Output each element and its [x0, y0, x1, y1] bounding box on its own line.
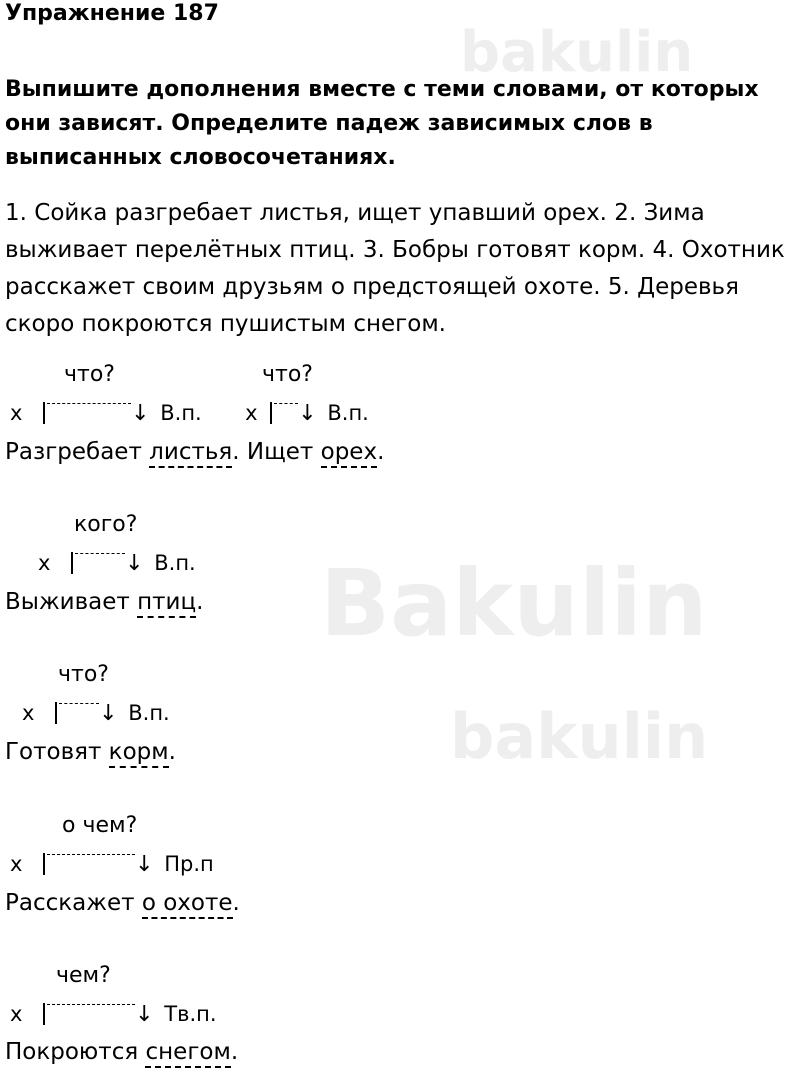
answer-end: .: [196, 589, 204, 615]
head-word-marker: x: [22, 701, 35, 725]
down-arrow-icon: ↓: [125, 551, 144, 576]
head-word-marker: x: [38, 551, 51, 575]
down-arrow-icon: ↓: [135, 1002, 154, 1027]
case-label: В.п.: [160, 401, 202, 425]
down-arrow-icon: ↓: [131, 401, 150, 426]
head-word-marker: x: [10, 1002, 23, 1026]
answer-end: .: [232, 890, 240, 916]
object-word: о охоте: [142, 890, 233, 919]
answer-end: .: [168, 739, 176, 765]
answer-end: .: [377, 439, 385, 465]
answer-word: . Ищет: [232, 439, 314, 465]
dependency-dashes: [47, 403, 131, 404]
down-arrow-icon: ↓: [135, 852, 154, 877]
question-label: кого?: [74, 512, 138, 537]
dependency-dashes: [47, 854, 135, 855]
dependency-bar: [71, 552, 73, 574]
answer-line: [5, 1037, 238, 1067]
down-arrow-icon: ↓: [298, 401, 317, 426]
task-instructions: Выпишите дополнения вместе с теми словами, от которых они зависят. Определите падеж зависимых слов в выписанных словосочетаниях.: [5, 77, 759, 170]
exercise-title: Упражнение 187: [5, 1, 219, 26]
dependency-scheme: [38, 550, 196, 577]
case-label: В.п.: [327, 401, 369, 425]
head-word-marker: x: [10, 852, 23, 876]
watermark-main: Bakulin: [320, 550, 708, 657]
dependency-dashes: [75, 553, 125, 554]
answer-word: Расскажет: [5, 890, 135, 916]
dependency-bar: [270, 402, 272, 424]
exercise-text: 1. Сойка разгребает листья, ищет упавший орех. 2. Зима выживает перелётных птиц. 3. Бобры готовят корм. 4. Охотник расскажет своим друзьям о предстоящей охоте. 5. Деревья скоро покроются пушистым снегом.: [5, 200, 785, 337]
watermark-secondary: bakulin: [450, 700, 709, 773]
dependency-scheme: [10, 1001, 217, 1028]
dependency-scheme: [10, 851, 214, 878]
question-label: о чем?: [62, 813, 138, 838]
head-word-marker: x: [245, 401, 258, 425]
answer-line: [5, 437, 384, 467]
answer-line: [5, 587, 203, 617]
answer-line: [5, 888, 240, 918]
down-arrow-icon: ↓: [99, 701, 118, 726]
object-word: снегом: [145, 1039, 230, 1068]
object-word: листья: [149, 439, 232, 468]
dependency-bar: [43, 402, 45, 424]
watermark-top: bakulin: [460, 20, 694, 85]
object-word: корм: [109, 739, 169, 768]
answer-word: Покроются: [5, 1039, 139, 1065]
case-label: В.п.: [128, 701, 170, 725]
question-label: чем?: [56, 963, 111, 988]
answer-word: Выживает: [5, 589, 130, 615]
object-word: птиц: [137, 589, 196, 618]
dependency-dashes: [274, 403, 298, 404]
dependency-dashes: [47, 1004, 135, 1005]
dependency-bar: [55, 702, 57, 724]
answer-word: Разгребает: [5, 439, 142, 465]
dependency-bar: [43, 1003, 45, 1025]
dependency-bar: [43, 853, 45, 875]
case-label: Тв.п.: [164, 1002, 217, 1026]
question-label: что?: [64, 362, 115, 387]
object-word: орех: [321, 439, 377, 468]
dependency-scheme: [22, 700, 170, 727]
question-label: что?: [58, 662, 109, 687]
answer-end: .: [230, 1039, 239, 1065]
answer-line: [5, 737, 176, 767]
answer-word: Готовят: [5, 739, 102, 765]
head-word-marker: x: [10, 401, 23, 425]
question-label: что?: [262, 362, 313, 387]
dependency-dashes: [59, 703, 99, 704]
case-label: В.п.: [154, 551, 196, 575]
dependency-scheme: [10, 400, 369, 427]
case-label: Пр.п: [164, 852, 214, 876]
